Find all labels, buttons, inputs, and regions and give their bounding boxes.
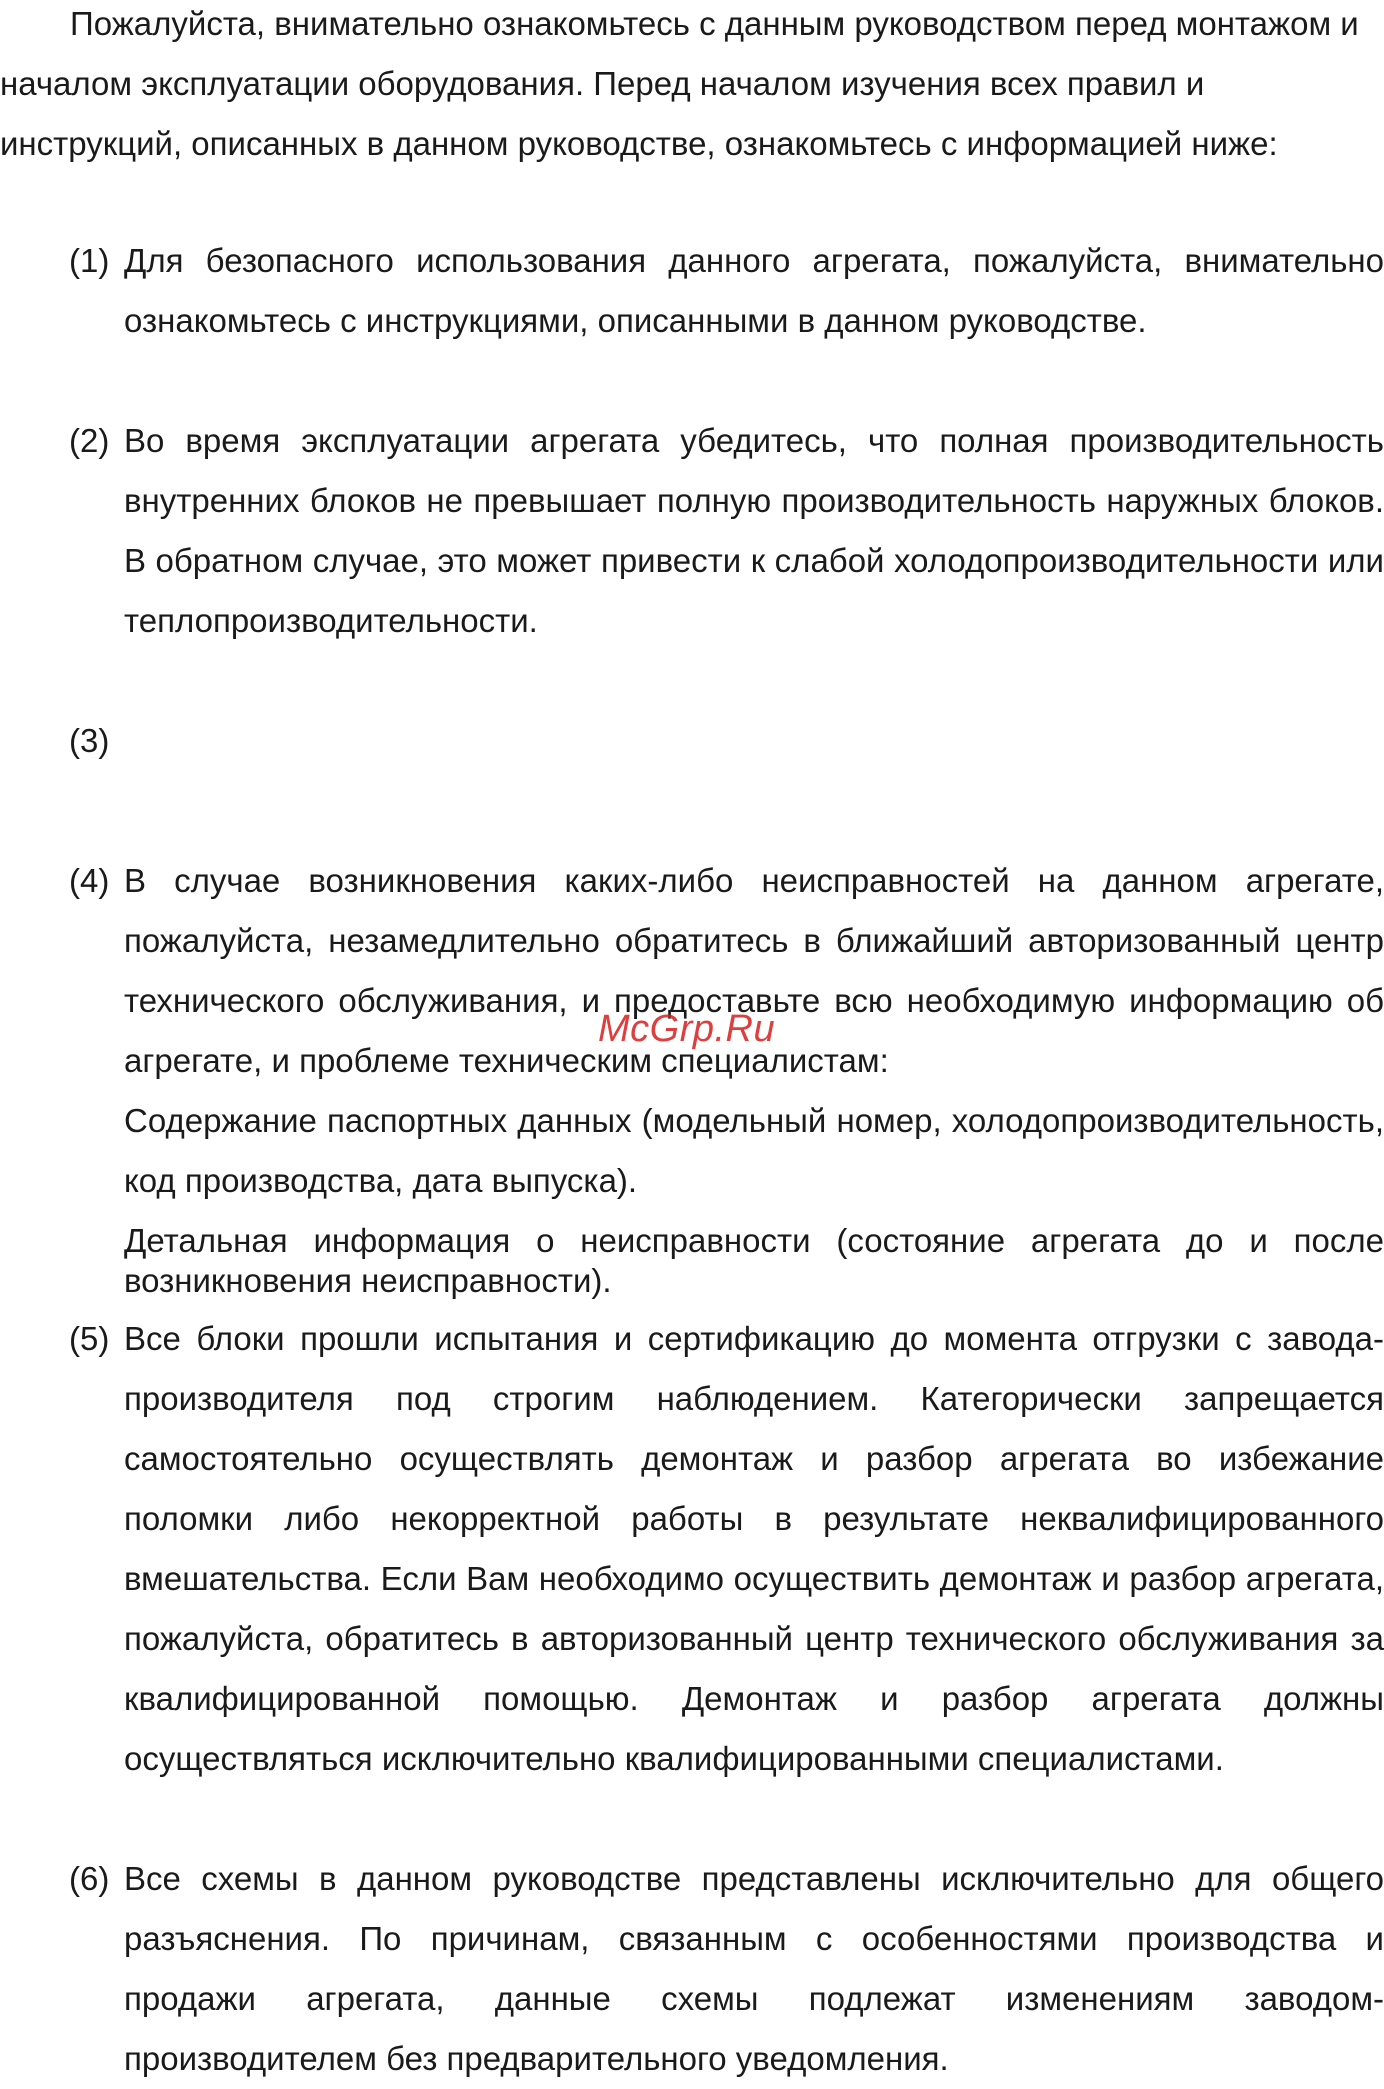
item-number: (4) xyxy=(69,862,110,899)
item-number: (2) xyxy=(69,422,110,459)
item-paragraph: Детальная информация о неисправности (состояние агрегата до и после возникновения неисправности). xyxy=(124,1222,1384,1299)
item-paragraph: Во время эксплуатации агрегата убедитесь, что полная производительность внутренних блоков не превышает полную производительность наружных блоков. В обратном случае, это может привести к слабой холодопроизводительности или теплопроизводительности. xyxy=(124,422,1384,639)
item-number: (6) xyxy=(69,1860,110,1897)
item-paragraph: Все схемы в данном руководстве представлены исключительно для общего разъяснения. По причинам, связанным с особенностями производства и продажи агрегата, данные схемы подлежат изменениям заводом-производителем без предварительного уведомления. xyxy=(124,1860,1384,2077)
item-number: (1) xyxy=(69,242,110,279)
intro-paragraph: Пожалуйста, внимательно ознакомьтесь с данным руководством перед монтажом и началом эксплуатации оборудования. Перед началом изучения всех правил и инструкций, описанных в данном руководстве, ознакомьтесь с информацией ниже: xyxy=(0,5,1359,162)
item-body xyxy=(124,1309,1384,1789)
item-body xyxy=(124,411,1384,651)
item-paragraph: Содержание паспортных данных (модельный номер, холодопроизводительность, код производства, дата выпуска). xyxy=(124,1102,1384,1199)
item-body xyxy=(124,231,1384,351)
item-paragraph: В случае возникновения каких-либо неисправностей на данном агрегате, пожалуйста, незамедлительно обратитесь в ближайший авторизованный центр технического обслуживания, и предоставьте всю необходимую информацию об агрегате, и проблеме техническим специалистам: xyxy=(124,862,1384,1079)
item-paragraph: Все блоки прошли испытания и сертификацию до момента отгрузки с завода-производителя под строгим наблюдением. Категорически запрещается самостоятельно осуществлять демонтаж и разбор агрегата во избежание поломки либо некорректной работы в результате неквалифицированного вмешательства. Если Вам необходимо осуществить демонтаж и разбор агрегата, пожалуйста, обратитесь в авторизованный центр технического обслуживания за квалифицированной помощью. Демонтаж и разбор агрегата должны осуществляться исключительно квалифицированными специалистами. xyxy=(124,1320,1384,1777)
watermark-text: McGrp.Ru xyxy=(598,1008,776,1050)
item-body xyxy=(124,1849,1384,2089)
item-number: (3) xyxy=(69,722,110,759)
item-body xyxy=(124,851,1384,1301)
item-paragraph: Для безопасного использования данного агрегата, пожалуйста, внимательно ознакомьтесь с инструкциями, описанными в данном руководстве. xyxy=(124,242,1384,339)
item-number: (5) xyxy=(69,1320,110,1357)
